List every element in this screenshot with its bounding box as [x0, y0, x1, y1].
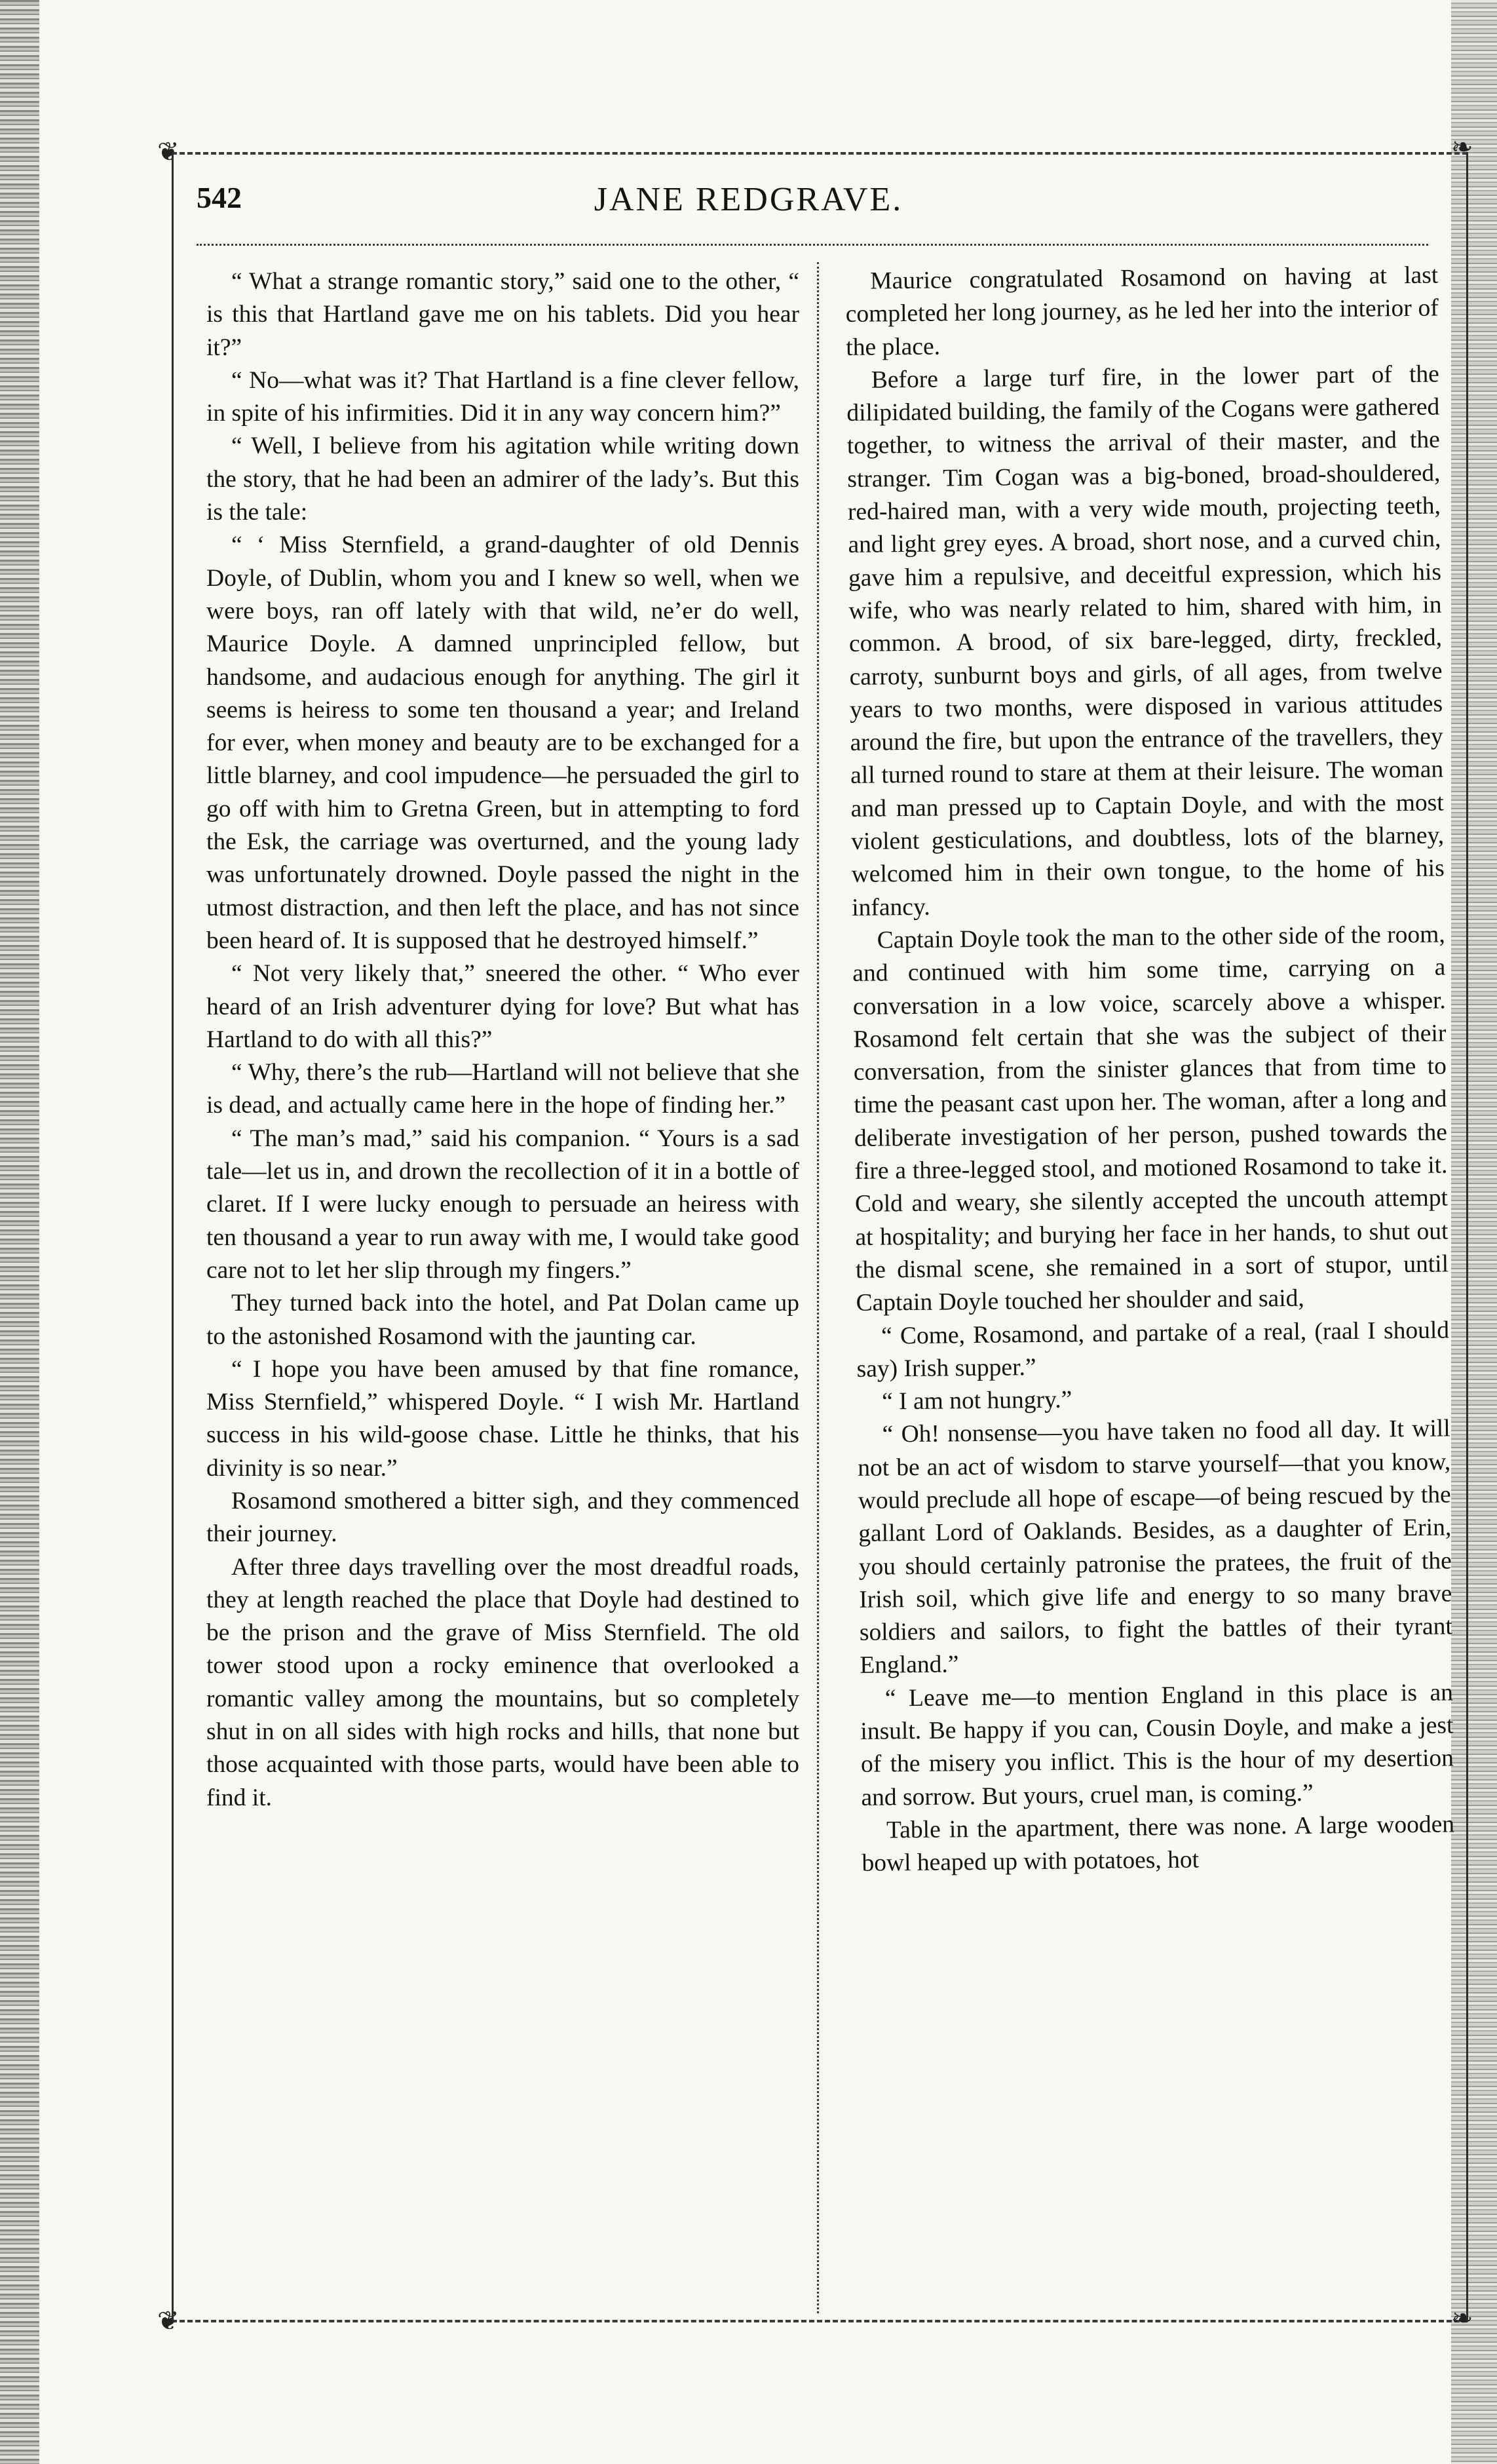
header-divider-rule — [197, 244, 1428, 246]
top-ornamental-rule — [164, 152, 1468, 155]
paragraph: “ I hope you have been amused by that fine romance, Miss Sternfield,” whispered Doyle. “ I wish Mr. Hartland success in his wild-goose chase. Little he thinks, that his divinity is so near.” — [206, 1355, 799, 1482]
paragraph: Maurice congratulated Rosamond on having at last completed her long journey, as he led her into the interior of the place. — [845, 261, 1439, 361]
page-edge-right — [1451, 0, 1497, 2464]
paragraph: “ I am not hungry.” — [881, 1386, 1072, 1415]
right-border-line — [1466, 152, 1468, 2321]
column-divider — [817, 262, 819, 2313]
right-text-column — [845, 260, 1455, 1881]
paragraph: “ Well, I believe from his agitation while writing down the story, that he had been an admirer of the lady’s. But this is the tale: — [206, 433, 799, 526]
corner-ornament-icon: ❦ — [157, 2306, 180, 2336]
paragraph: “ Leave me—to mention England in this place is an insult. Be happy if you can, Cousin Doyle, and make a jest of the misery you inflict. This is the hour of my desertion and sorrow. But yours, cruel man, is coming.” — [860, 1679, 1454, 1811]
paragraph: They turned back into the hotel, and Pat Dolan came up to the astonished Rosamond with the jaunting car. — [206, 1290, 799, 1350]
corner-ornament-icon: ❦ — [157, 137, 180, 166]
paragraph: After three days travelling over the most dreadful roads, they at length reached the place that Doyle had destined to be the prison and the grave of Miss Sternfield. The old tower stood upon a rocky eminence that overlooked a romantic valley among the mountains, but so completely shut in on all sides with high rocks and hills, that none but those acquainted with those parts, would have been able to find it. — [206, 1553, 799, 1811]
page-edge-left — [0, 0, 39, 2464]
corner-ornament-icon: ❧ — [1451, 132, 1473, 162]
paragraph: “ Come, Rosamond, and partake of a real, (raal I should say) Irish supper.” — [856, 1316, 1450, 1383]
paragraph: “ Why, there’s the rub—Hartland will not believe that she is dead, and actually came here in the hope of finding her.” — [206, 1059, 799, 1119]
paragraph: “ The man’s mad,” said his companion. “ Yours is a sad tale—let us in, and drown the recollection of it in a bottle of claret. If I were lucky enough to persuade an heiress with ten thousand a year to run away with me, I would take good care not to let her slip through my fingers.” — [206, 1125, 799, 1284]
paragraph: “ Not very likely that,” sneered the other. “ Who ever heard of an Irish adventurer dying for love? But what has Hartland to do with all this?” — [206, 960, 799, 1053]
paragraph: “ No—what was it? That Hartland is a fine clever fellow, in spite of his infirmities. Did it in any way concern him?” — [206, 366, 799, 427]
page-number: 542 — [197, 181, 242, 214]
paragraph: Captain Doyle took the man to the other side of the room, and continued with him some time, carrying on a conversation in a low voice, scarcely above a whisper. Rosamond felt certain that she was the subject of their conversation, from the sinister glances that from time to time the peasant cast upon her. The woman, after a long and deliberate investigation of her person, pushed towards the fire a three-legged stool, and motioned Rosamond to take it. Cold and weary, she silently accepted the uncouth attempt at hospitality; and burying her face in her hands, to shut out the dismal scene, she remained in a sort of stupor, until Captain Doyle touched her shoulder and said, — [852, 921, 1449, 1317]
running-head: JANE REDGRAVE. — [594, 181, 903, 218]
left-border-line — [172, 152, 174, 2321]
left-text-column — [206, 265, 799, 1815]
paragraph: “ What a strange romantic story,” said one to the other, “ is this that Hartland gave me on his tablets. Did you hear it?” — [206, 268, 799, 361]
paragraph: “ ‘ Miss Sternfield, a grand-daughter of old Dennis Doyle, of Dublin, whom you and I knew so well, when we were boys, ran off lately with that wild, ne’er do well, Maurice Doyle. A damned unprincipled fellow, but handsome, and audacious enough for anything. The girl it seems is heiress to some ten thousand a year; and Ireland for ever, when money and beauty are to be exchanged for a little blarney, and cool impudence—he persuaded the girl to go off with him to Gretna Green, but in attempting to ford the Esk, the carriage was overturned, and the young lady was unfortunately drowned. Doyle passed the night in the utmost distraction, and then left the place, and has not since been heard of. It is supposed that he destroyed himself.” — [206, 531, 799, 954]
paragraph: Rosamond smothered a bitter sigh, and they commenced their journey. — [206, 1487, 799, 1548]
paragraph: Before a large turf fire, in the lower part of the dilipidated building, the family of the Cogans were gathered together, to witness the arrival of their master, and the stranger. Tim Cogan was a big-boned, broad-shouldered, red-haired man, with a very wide mouth, projecting teeth, and light grey eyes. A broad, short nose, and a curved chin, gave him a repulsive, and deceitful expression, which his wife, who was nearly related to him, shared with him, in common. A brood, of six bare-legged, dirty, freckled, carroty, sunburnt boys and girls, of all ages, from twelve years to two months, were disposed in various attitudes around the fire, but upon the entrance of the travellers, they all turned round to stare at them at their leisure. The woman and man pressed up to Captain Doyle, and with the most violent gesticulations, and doubtless, lots of the blarney, welcomed him in their own tongue, to the home of his infancy. — [846, 360, 1445, 921]
corner-ornament-icon: ❧ — [1451, 2303, 1473, 2333]
bottom-ornamental-rule — [164, 2320, 1468, 2322]
paragraph: “ Oh! nonsense—you have taken no food all day. It will not be an act of wisdom to starve yourself—that you know, would preclude all hope of escape—of being rescued by the gallant Lord of Oaklands. Besides, as a daughter of Erin, you should certainly patronise the pratees, the fruit of the Irish soil, which give life and energy to so many brave soldiers and sailors, to fight the battles of their tyrant England.” — [858, 1415, 1453, 1680]
paragraph: Table in the apartment, there was none. A large wooden bowl heaped up with potatoes, hot — [862, 1811, 1455, 1877]
